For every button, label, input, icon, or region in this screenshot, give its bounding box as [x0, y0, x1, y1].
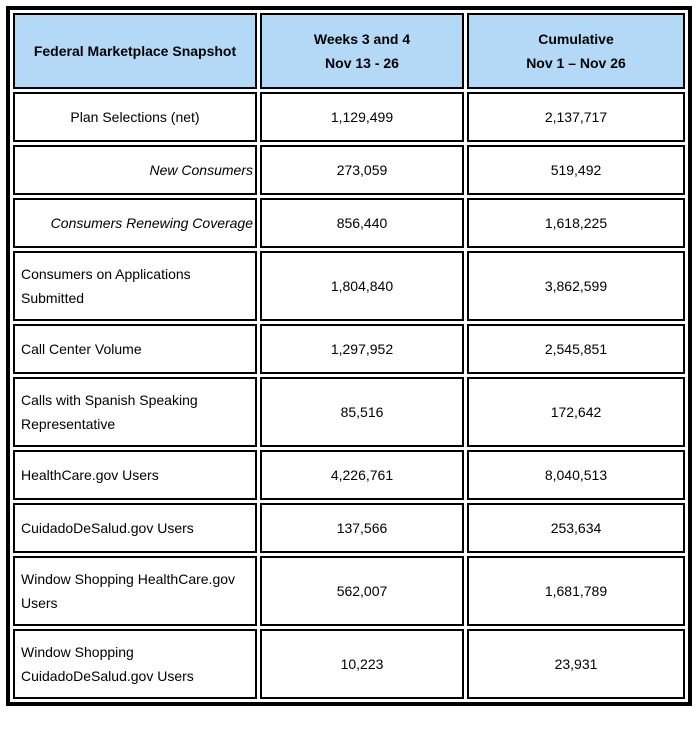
table-row-cuidadodesalud-gov-users: [13, 503, 685, 553]
header-cell-cumulative: [467, 13, 685, 89]
table-row-new-consumers: [13, 145, 685, 195]
cumulative-value: 519,492: [467, 145, 685, 195]
weeks-value: 85,516: [260, 377, 464, 447]
row-label: Plan Selections (net): [13, 92, 257, 142]
table-row-applications-submitted: [13, 251, 685, 321]
row-label: HealthCare.gov Users: [13, 450, 257, 500]
weeks-value: 1,804,840: [260, 251, 464, 321]
cumulative-value: 2,545,851: [467, 324, 685, 374]
header-cell-weeks: [260, 13, 464, 89]
row-label: CuidadoDeSalud.gov Users: [13, 503, 257, 553]
cumulative-value: 8,040,513: [467, 450, 685, 500]
row-label: New Consumers: [13, 145, 257, 195]
row-label: Consumers on Applications Submitted: [13, 251, 257, 321]
weeks-value: 856,440: [260, 198, 464, 248]
table-row-window-shopping-healthcare: [13, 556, 685, 626]
row-label: Calls with Spanish Speaking Representative: [13, 377, 257, 447]
cumulative-value: 253,634: [467, 503, 685, 553]
weeks-value: 137,566: [260, 503, 464, 553]
row-label: Call Center Volume: [13, 324, 257, 374]
table-row-window-shopping-cuidadodesalud: [13, 629, 685, 699]
weeks-value: 1,297,952: [260, 324, 464, 374]
row-label: Consumers Renewing Coverage: [13, 198, 257, 248]
header-row: [13, 13, 685, 89]
header-cumulative-line1: Cumulative: [538, 31, 614, 47]
cumulative-value: 23,931: [467, 629, 685, 699]
weeks-value: 1,129,499: [260, 92, 464, 142]
table-row-consumers-renewing: [13, 198, 685, 248]
weeks-value: 10,223: [260, 629, 464, 699]
cumulative-value: 3,862,599: [467, 251, 685, 321]
table-row-spanish-calls: [13, 377, 685, 447]
weeks-value: 273,059: [260, 145, 464, 195]
header-snapshot-label: Federal Marketplace Snapshot: [33, 43, 237, 59]
table-row-healthcare-gov-users: [13, 450, 685, 500]
table-row-plan-selections: [13, 92, 685, 142]
cumulative-value: 1,681,789: [467, 556, 685, 626]
weeks-value: 562,007: [260, 556, 464, 626]
cumulative-value: 2,137,717: [467, 92, 685, 142]
header-cumulative-line2: Nov 1 – Nov 26: [526, 55, 626, 71]
cumulative-value: 172,642: [467, 377, 685, 447]
cumulative-value: 1,618,225: [467, 198, 685, 248]
header-weeks-line2: Nov 13 - 26: [325, 55, 399, 71]
header-weeks-line1: Weeks 3 and 4: [313, 31, 411, 47]
weeks-value: 4,226,761: [260, 450, 464, 500]
row-label: Window Shopping HealthCare.gov Users: [13, 556, 257, 626]
table-row-call-center-volume: [13, 324, 685, 374]
header-cell-snapshot: [13, 13, 257, 89]
row-label: Window Shopping CuidadoDeSalud.gov Users: [13, 629, 257, 699]
federal-marketplace-snapshot-table: [6, 6, 692, 706]
